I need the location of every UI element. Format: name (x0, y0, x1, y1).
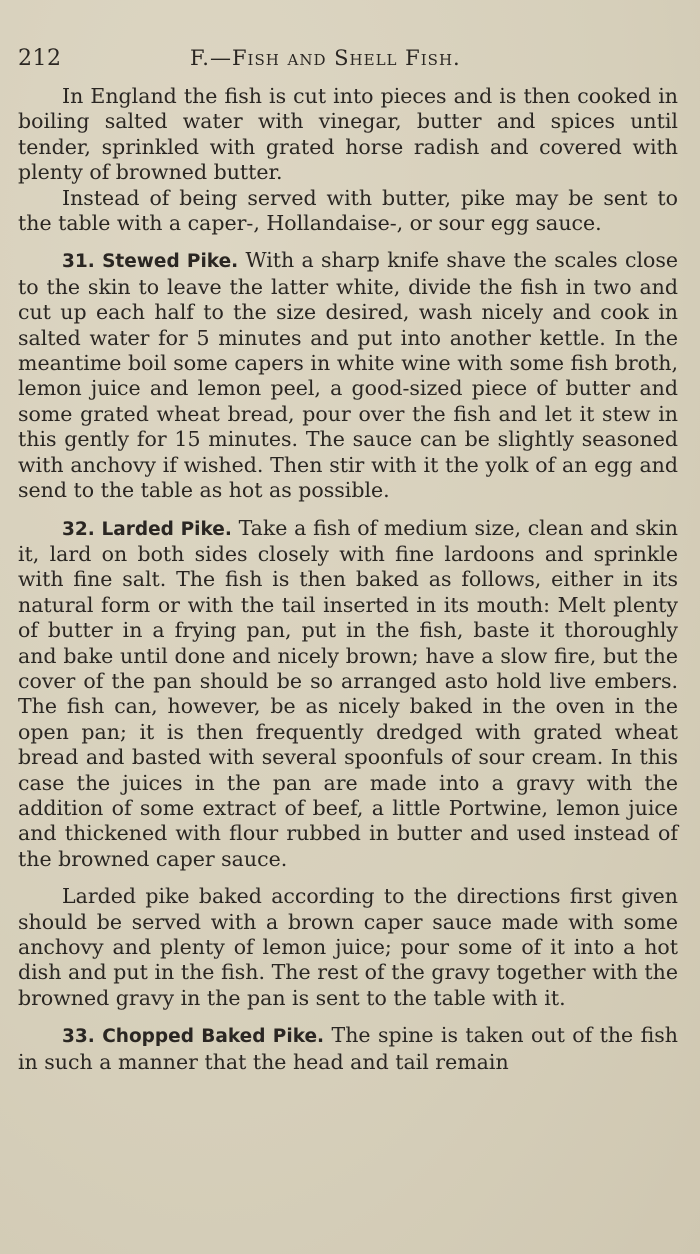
section-title: F.—Fish and Shell Fish. (190, 46, 461, 70)
page-number: 212 (18, 46, 62, 71)
recipe-body: Take a fish of medium size, clean and skin it, lard on both sides closely with fine lardoons and sprinkle with fine salt. The fish is then baked as follows, either in its natural form or with the tail inserted in its mouth: Melt plenty of butter in a frying pan, put in the fish, baste it thoroughly and bake until done and nicely brown; have a slow fire, but the cover of the pan should be so arranged asto hold live embers. The fish can, however, be as nicely baked in the oven in the open pan; it is then frequently dredged with grated wheat bread and basted with several spoonfuls of sour cream. In this case the juices in the pan are made into a gravy with the addition of some extract of beef, a little Portwine, lemon juice and thickened with flour rubbed in butter and used instead of the browned caper sauce. (18, 515, 678, 871)
recipe-title: Chopped Baked Pike. (102, 1026, 325, 1048)
recipe-number: 31. (62, 251, 95, 273)
running-head (18, 40, 678, 80)
paragraph-larded-pike: Larded pike baked according to the directions first given should be served with a brown caper sauce made with some anchovy and plenty of lemon juice; pour some of it into a hot dish and put in the fish. The rest of the gravy together with the browned gravy in the pan is sent to the table with it. (18, 884, 678, 1010)
recipe-33 (18, 1023, 678, 1075)
recipe-number: 33. (62, 1026, 95, 1048)
paragraph-served: Instead of being served with butter, pike may be sent to the table with a caper-, Hollandaise-, or sour egg sauce. (18, 185, 678, 236)
recipe-body: The spine is taken out of the fish in such a manner that the head and tail remain (18, 1023, 678, 1074)
recipe-title: Larded Pike. (101, 518, 232, 540)
recipe-number: 32. (62, 518, 95, 540)
recipe-body: With a sharp knife shave the scales close to the skin to leave the latter white, divide the fish in two and cut up each half to the size desired, wash nicely and cook in salted water for 5 minutes and put into another kettle. In the meantime boil some capers in white wine with some fish broth, lemon juice and lemon peel, a good-sized piece of butter and some grated wheat bread, pour over the fish and let it stew in this gently for 15 minutes. The sauce can be slightly seasoned with anchovy if wished. Then stir with it the yolk of an egg and send to the table as hot as possible. (18, 248, 678, 503)
paragraph-england: In England the fish is cut into pieces and is then cooked in boiling salted water with vinegar, butter and spices until tender, sprinkled with grated horse radish and covered with plenty of browned butter. (18, 84, 678, 185)
recipe-32 (18, 516, 678, 873)
recipe-31 (18, 248, 678, 503)
recipe-title: Stewed Pike. (102, 251, 239, 273)
